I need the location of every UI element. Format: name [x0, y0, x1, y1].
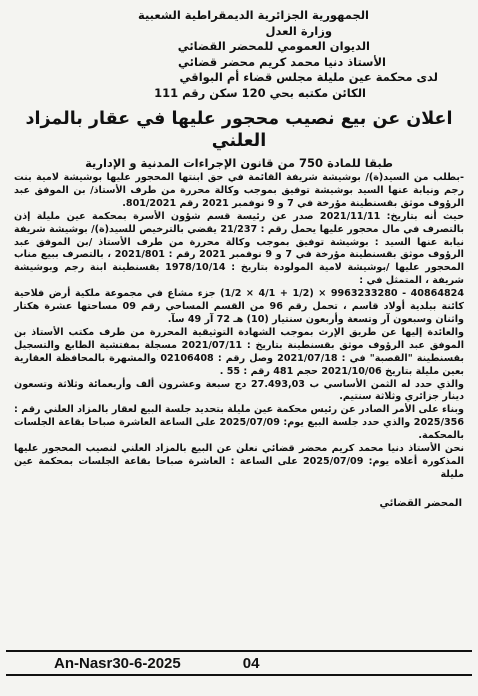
notice-body — [14, 172, 464, 482]
paragraph-authorization: حيث أنه بتاريخ: 2021/11/11 صدر عن رئيسة قسم شؤون الأسرة بمحكمة عين مليلة إذن بالتصرف في مال محجور عليها يحمل رقم : 21/237 يقضي بالترخيص للسيد(ة)/ بوشيشة شريفة نيابة عنها السيد : بوشيشة توفيق بموجب وكالة محررة من طرف الأستاذ /بن الموفق عبد الرؤوف موثق بقسنطينة مؤرخة في 7 و 9 نوفمبر 2021 رقم : 2021/801 ، بالتصرف ببيع مناب المحجور عليها /بوشيشة لامية المولودة بتاريخ : 1978/10/14 بقسنطينة ابنة رجم وبوشيشة شريفة ، المتمثل في : — [14, 210, 465, 287]
paragraph-property: 40864824 - 9963233280 × (1/2 + 4/1 × 1/2) جزء مشاع في مجموعة ملكية أرض فلاحية كائنة ببلدية أولاد قاسم ، تحمل رقم 96 من القسم المساحي رقم 09 مساحتها عشرة هكتار واثنان وسبعون آر وتسعة وأربعون سنتيار (10) هـ 72 آر 49 سآ. — [14, 288, 465, 325]
header-ministry: وزارة العدل — [265, 23, 332, 38]
notice-title: اعلان عن بيع نصيب محجور عليها في عقار بالمزاد العلني — [25, 109, 453, 151]
paragraph-request: -بطلب من السيد(ة)/ بوشيشة شريفة القائمة في حق ابنتها المحجور عليها بوشيشة لامية بنت رجم ونيابة عنها السيد بوشيشة توفيق بموجب وكالة محررة من طرف الأستاذ/ بن الموفق عبد الرؤوف موثق بقسنطينة مؤرخة في 7 و 9 نوفمبر 2021 رقم 801/2021. — [14, 172, 464, 209]
notice-subtitle: طبقا للمادة 750 من قانون الإجراءات المدنية و الإدارية — [85, 156, 393, 170]
header-bailiff-name: الأستاذ دنيا محمد كريم محضر قضائي — [178, 54, 386, 69]
header-office: الديوان العمومي للمحضر القضائي — [177, 39, 370, 53]
header-address: الكائن مكتبه بحي 120 سكن رقم 111 — [154, 85, 366, 100]
paragraph-court-order: وبناء على الأمر الصادر عن رئيس محكمة عين مليلة بتحديد جلسة البيع لعقار بالمزاد العلني رقم : 2025/356 والذي حدد جلسة البيع يوم: 2025/07/09 على الساعة العاشرة صباحا بقاعة الجلسات بالمحكمة. — [14, 404, 464, 442]
paragraph-announcement: نحن الأستاذ دنيا محمد كريم محضر قضائي نعلن عن البيع بالمزاد العلني لنصيب المحجور عليها المذكورة أعلاه يوم: 2025/07/09 على الساعة : العاشرة صباحا بقاعة الجلسات بمحكمة عين مليلة — [14, 443, 464, 480]
page-number: 04 — [242, 654, 260, 672]
paragraph-inheritance: والعائدة إليها عن طريق الإرث بموجب الشهادة التوثيقية المحررة من طرف مكتب الأستاذ بن الموفق عبد الرؤوف موثق بقسنطينة بتاريخ : 2021/07/11 مسجلة بمفتشية الطابع والتسجيل بقسنطينة "القصبة" في : 2021/07/18 وصل رقم : 02106408 والمشهرة بالمحافظة العقارية بعين مليلة بتاريخ 2021/10/06 حجم 481 رقم : 55 . — [14, 326, 464, 377]
paragraph-base-price: والذي حدد له الثمن الأساسي ب 27.493,03 دج سبعة وعشرون ألف وأربعمائة وثلاثة وتسعون دينار جزائري وثلاثة سنتيم. — [14, 378, 464, 403]
header-court: لدى محكمة عين مليلة مجلس قضاء أم البواقي — [179, 70, 438, 84]
newspaper-date: An-Nasr30-6-2025 — [54, 654, 181, 672]
signature-line: المحضر القضائي — [379, 497, 462, 509]
newspaper-footer — [6, 650, 472, 676]
header-republic: الجمهورية الجزائرية الديمقراطية الشعبية — [137, 8, 369, 22]
